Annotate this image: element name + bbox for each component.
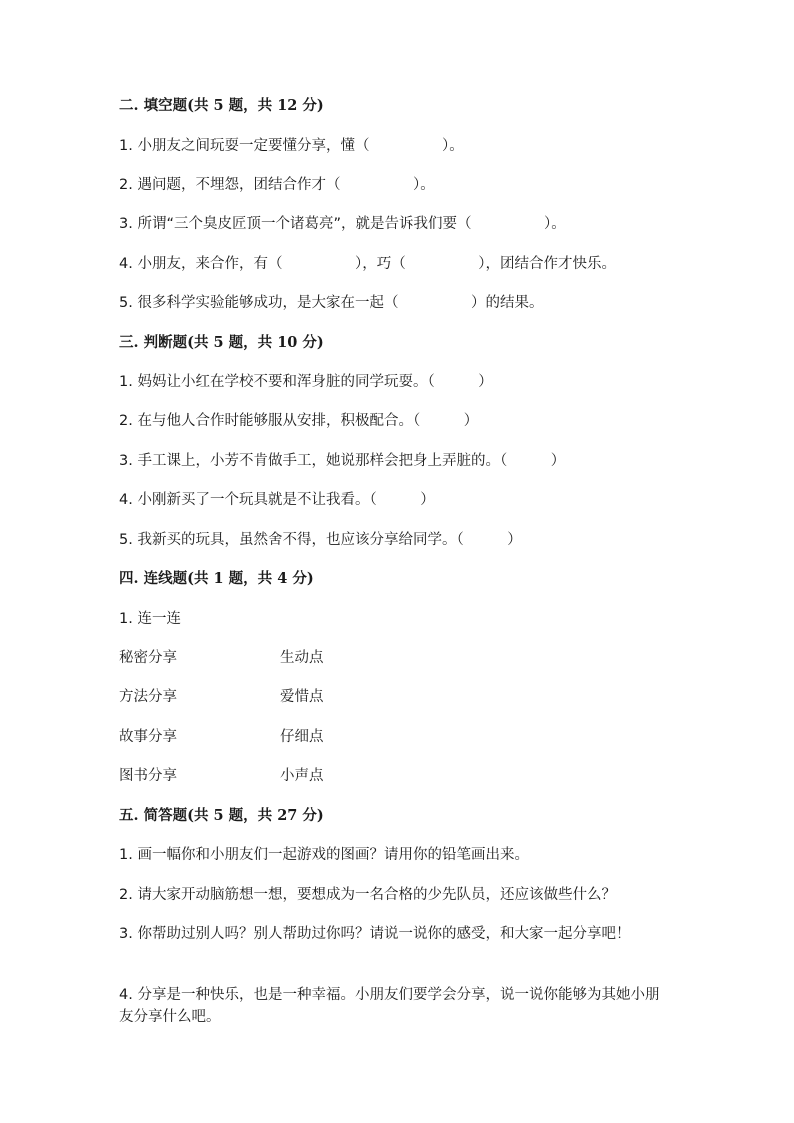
matching-right-item: 爱惜点 xyxy=(280,689,324,705)
true-false-question-5: 5. 我新买的玩具，虽然舍不得，也应该分享给同学。（ ） xyxy=(119,532,522,548)
section-heading-fill-in: 二. 填空题(共 5 题，共 12 分) xyxy=(119,97,324,114)
fill-in-question-5: 5. 很多科学实验能够成功，是大家在一起（ ）的结果。 xyxy=(119,295,544,311)
fill-in-question-3: 3. 所谓“三个臭皮匠顶一个诸葛亮”，就是告诉我们要（ ）。 xyxy=(119,216,566,232)
short-answer-question-2: 2. 请大家开动脑筋想一想，要想成为一名合格的少先队员，还应该做些什么？ xyxy=(119,887,616,903)
matching-question-1: 1. 连一连 xyxy=(119,611,181,627)
true-false-question-1: 1. 妈妈让小红在学校不要和浑身脏的同学玩耍。（ ） xyxy=(119,374,493,390)
section-heading-matching: 四. 连线题(共 1 题，共 4 分) xyxy=(119,570,314,587)
fill-in-question-1: 1. 小朋友之间玩耍一定要懂分享，懂（ ）。 xyxy=(119,138,464,154)
true-false-question-3: 3. 手工课上，小芳不肯做手工，她说那样会把身上弄脏的。（ ） xyxy=(119,453,566,469)
matching-left-item: 秘密分享 xyxy=(119,650,177,666)
short-answer-question-4: 4. 分享是一种快乐，也是一种幸福。小朋友们要学会分享，说一说你能够为其她小朋友分享什么吧。 xyxy=(119,987,660,1025)
fill-in-question-2: 2. 遇问题，不埋怨，团结合作才（ ）。 xyxy=(119,177,435,193)
matching-right-item: 小声点 xyxy=(280,768,324,784)
fill-in-question-4: 4. 小朋友，来合作，有（ ），巧（ ），团结合作才快乐。 xyxy=(119,256,616,272)
short-answer-question-1: 1. 画一幅你和小朋友们一起游戏的图画？请用你的铅笔画出来。 xyxy=(119,847,529,863)
matching-left-item: 故事分享 xyxy=(119,729,177,745)
matching-left-item: 图书分享 xyxy=(119,768,177,784)
short-answer-question-3: 3. 你帮助过别人吗？别人帮助过你吗？请说一说你的感受，和大家一起分享吧！ xyxy=(119,926,631,942)
matching-left-item: 方法分享 xyxy=(119,689,177,705)
matching-right-item: 仔细点 xyxy=(280,729,324,745)
section-heading-short-answer: 五. 简答题(共 5 题，共 27 分) xyxy=(119,807,324,824)
section-heading-true-false: 三. 判断题(共 5 题，共 10 分) xyxy=(119,334,324,351)
true-false-question-2: 2. 在与他人合作时能够服从安排，积极配合。（ ） xyxy=(119,413,479,429)
matching-right-item: 生动点 xyxy=(280,650,324,666)
true-false-question-4: 4. 小刚新买了一个玩具就是不让我看。（ ） xyxy=(119,492,435,508)
